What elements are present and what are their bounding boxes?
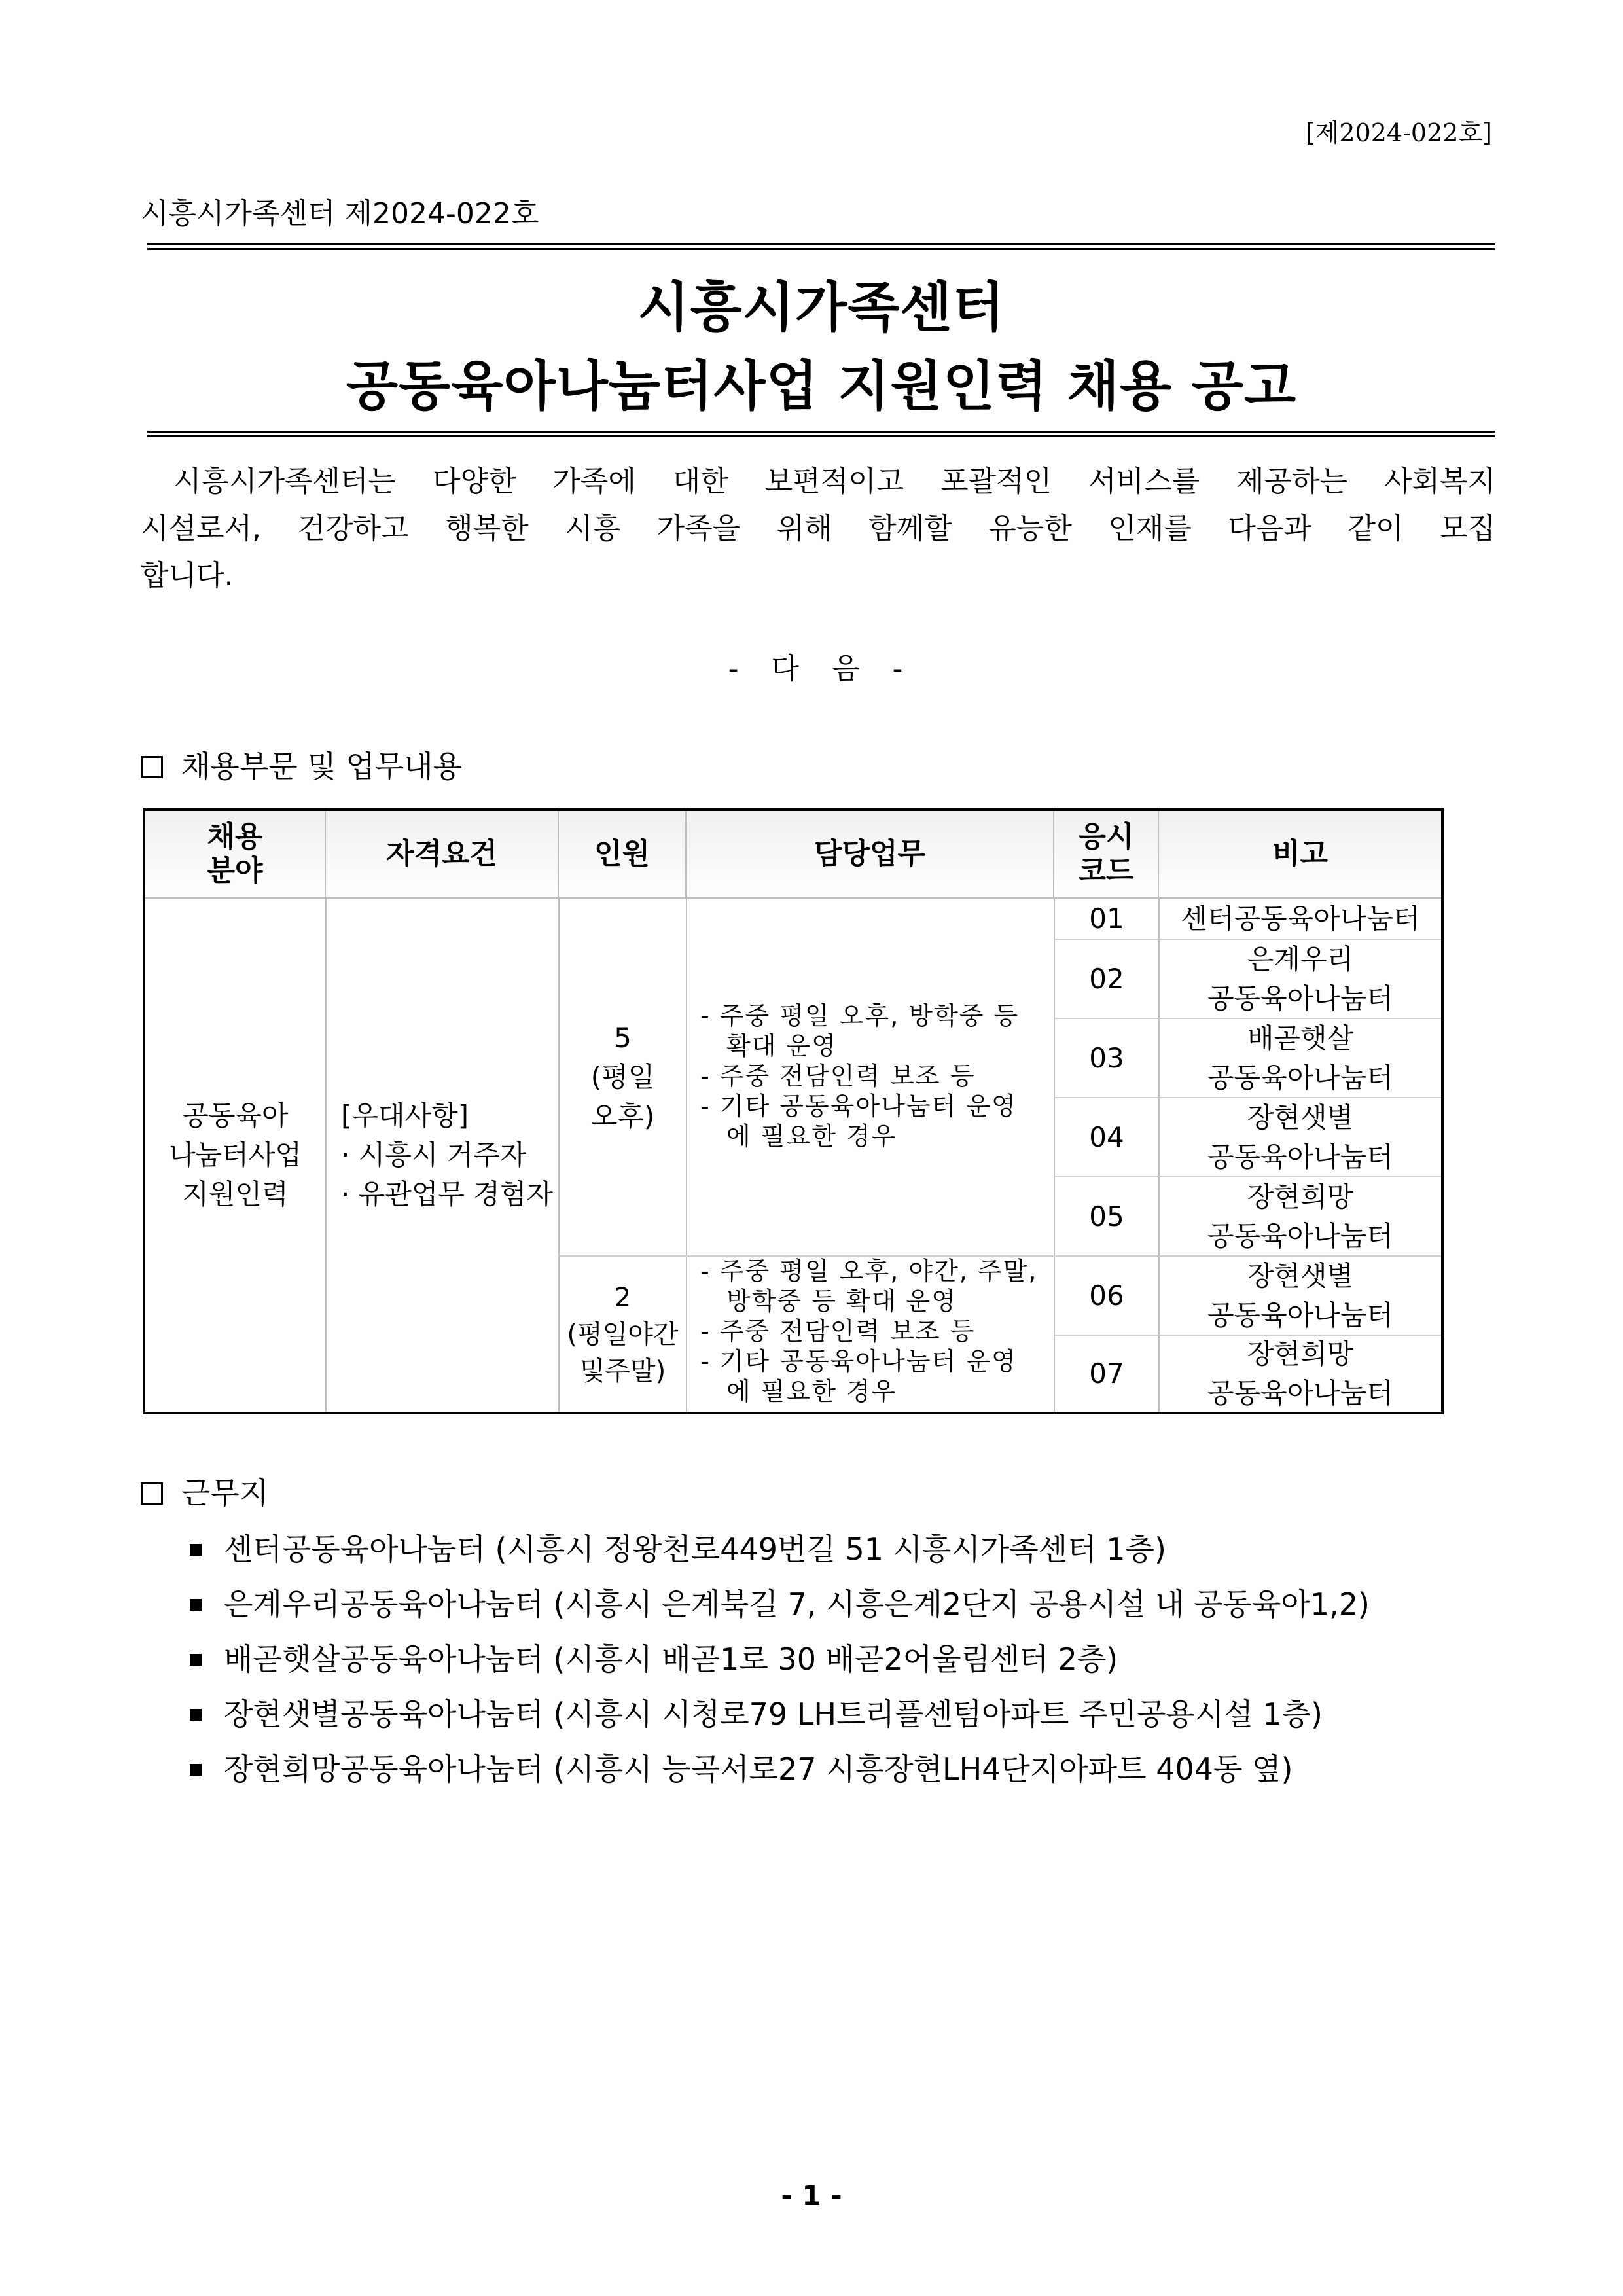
intro-paragraph: [141, 458, 1495, 600]
headcount-line: 5: [614, 1021, 632, 1054]
headcount-line: 및주말): [579, 1355, 666, 1386]
field-cell: [145, 899, 325, 1412]
square-bullet-icon: [190, 1654, 202, 1666]
da-eum-divider: - 다 음 -: [728, 652, 915, 685]
duty-cell-group1: [700, 1001, 1041, 1151]
note-line: 은계우리: [1247, 942, 1354, 975]
workplace-item: [190, 1632, 1370, 1687]
note-cell: [1160, 1336, 1441, 1412]
workplace-text: 배곧햇살공동육아나눔터 (시흥시 배곧1로 30 배곧2어울림센터 2층): [224, 1641, 1118, 1677]
qualification-cell: [327, 899, 558, 1412]
section-recruit-label: 채용부문 및 업무내용: [181, 749, 463, 784]
header-code-line2: 코드: [1078, 854, 1134, 888]
checkbox-square-icon: [141, 756, 163, 778]
duty-item: - 주중 전담인력 보조 등: [700, 1062, 976, 1090]
header-duty: 담당업무: [687, 811, 1054, 897]
code-cell: 03: [1089, 1041, 1124, 1074]
field-line: 공동육아: [182, 1100, 289, 1132]
intro-line: 시설로서, 건강하고 행복한 시흥 가족을 위해 함께할 유능한 인재를 다음과 같이 모집: [141, 512, 1496, 545]
note-cell: [1160, 1177, 1441, 1255]
note-line: 공동육아나눔터: [1207, 1061, 1393, 1094]
header-qualification: 자격요건: [326, 811, 559, 897]
workplace-text: 은계우리공동육아나눔터 (시흥시 은계북길 7, 시흥은계2단지 공용시설 내 공동육아1,2): [224, 1587, 1370, 1622]
field-line: 지원인력: [182, 1178, 289, 1210]
header-code: [1054, 811, 1159, 897]
note-line: 센터공동육아나눔터: [1181, 902, 1420, 935]
note-line: 장현희망: [1247, 1180, 1354, 1213]
workplace-item: [190, 1522, 1370, 1577]
note-cell: [1160, 899, 1441, 939]
duty-item: - 기타 공동육아나눔터 운영에 필요한 경우: [700, 1092, 1017, 1151]
code-cell: 02: [1089, 962, 1124, 995]
headcount-cell-group2: [560, 1257, 686, 1412]
recruitment-table: [143, 808, 1444, 1414]
page-title-line2: 공동육아나눔터사업 지원인력 채용 공고: [346, 355, 1297, 418]
section-workplace-heading: [141, 1469, 268, 1513]
workplace-text: 장현희망공동육아나눔터 (시흥시 능곡서로27 시흥장현LH4단지아파트 404동 옆): [224, 1751, 1293, 1787]
note-cell: [1160, 1098, 1441, 1176]
note-line: 장현샛별: [1247, 1101, 1354, 1134]
square-bullet-icon: [190, 1544, 202, 1556]
title-rule-bottom: [147, 431, 1495, 437]
note-line: 배곧햇살: [1247, 1022, 1354, 1054]
header-line: 시흥시가족센터 제2024-022호: [141, 197, 539, 230]
header-code-line1: 응시: [1078, 820, 1134, 853]
intro-line: 시흥시가족센터는 다양한 가족에 대한 보편적이고 포괄적인 서비스를 제공하는 사회복지: [173, 465, 1495, 498]
square-bullet-icon: [190, 1599, 202, 1611]
workplace-list: [190, 1522, 1370, 1797]
note-cell: [1160, 1019, 1441, 1097]
workplace-item: [190, 1742, 1370, 1797]
duty-item: - 주중 평일 오후, 야간, 주말, 방학중 등 확대 운영: [700, 1257, 1038, 1316]
workplace-text: 센터공동육아나눔터 (시흥시 정왕천로449번길 51 시흥시가족센터 1층): [224, 1532, 1166, 1567]
note-line: 공동육아나눔터: [1207, 1299, 1393, 1331]
document-number-top: [제2024-022호]: [1305, 118, 1492, 147]
workplace-item: [190, 1687, 1370, 1742]
code-cell: 06: [1089, 1279, 1124, 1312]
qualification-line: · 유관업무 경험자: [341, 1178, 554, 1210]
header-headcount: 인원: [559, 811, 687, 897]
header-field-line2: 분야: [207, 854, 263, 888]
workplace-item: [190, 1577, 1370, 1632]
headcount-line: 오후): [590, 1100, 655, 1132]
title-rule-top: [147, 243, 1495, 250]
checkbox-square-icon: [141, 1482, 163, 1505]
header-field-line1: 채용: [207, 820, 263, 853]
qualification-line: · 시흥시 거주자: [341, 1139, 527, 1171]
header-field: [145, 811, 326, 897]
note-line: 공동육아나눔터: [1207, 1140, 1393, 1173]
duty-item: - 주중 평일 오후, 방학중 등 확대 운영: [700, 1001, 1020, 1060]
code-cell: 05: [1089, 1200, 1124, 1232]
duty-item: - 주중 전담인력 보조 등: [700, 1317, 976, 1346]
page-title-line1: 시흥시가족센터: [637, 277, 1005, 339]
section-recruit-heading: [141, 743, 462, 786]
square-bullet-icon: [190, 1709, 202, 1721]
col-divider: [686, 897, 687, 1412]
header-note: 비고: [1159, 811, 1441, 897]
headcount-line: (평일: [590, 1060, 655, 1093]
field-line: 나눔터사업: [169, 1139, 302, 1171]
section-workplace-label: 근무지: [181, 1475, 269, 1511]
intro-line: 합니다.: [141, 559, 234, 592]
code-cell: 07: [1089, 1357, 1124, 1390]
headcount-line: 2: [614, 1282, 632, 1313]
code-cell: 01: [1089, 902, 1124, 935]
duty-item: - 기타 공동육아나눔터 운영에 필요한 경우: [700, 1347, 1017, 1406]
note-line: 공동육아나눔터: [1207, 982, 1393, 1014]
note-line: 장현희망: [1247, 1338, 1354, 1370]
duty-cell-group2: [700, 1256, 1041, 1407]
note-cell: [1160, 940, 1441, 1018]
note-cell: [1160, 1257, 1441, 1335]
square-bullet-icon: [190, 1764, 202, 1776]
note-line: 공동육아나눔터: [1207, 1219, 1393, 1252]
note-line: 공동육아나눔터: [1207, 1377, 1393, 1409]
page-number: - 1 -: [781, 2179, 842, 2212]
headcount-line: (평일야간: [567, 1319, 679, 1350]
code-cell: 04: [1089, 1121, 1124, 1153]
headcount-cell-group1: [560, 899, 686, 1255]
qualification-line: [우대사항]: [341, 1100, 469, 1132]
note-line: 장현샛별: [1247, 1259, 1354, 1292]
workplace-text: 장현샛별공동육아나눔터 (시흥시 시청로79 LH트리플센텀아파트 주민공용시설 1층): [224, 1696, 1323, 1732]
